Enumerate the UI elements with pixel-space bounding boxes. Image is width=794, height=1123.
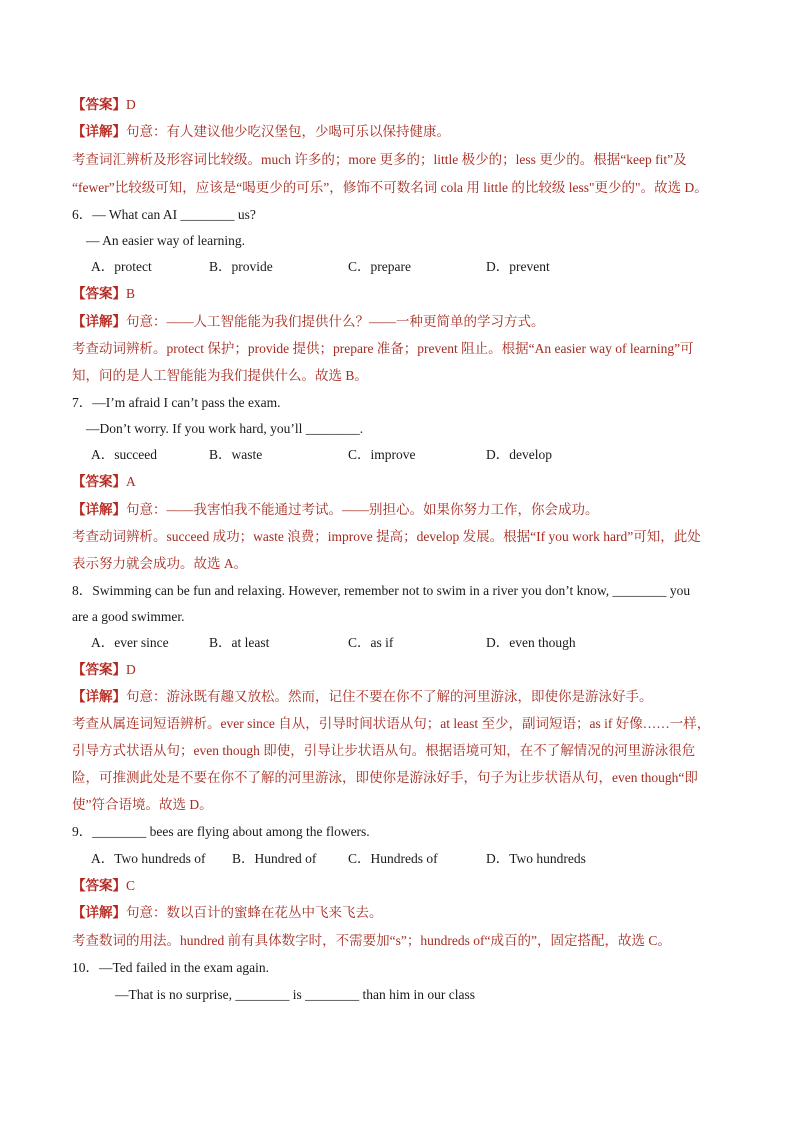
explanation-line: 引导方式状语从句；even though 即使，引导让步状语从句。根据语境可知，在不了解情况的河里游泳很危 xyxy=(72,743,696,758)
answer-line xyxy=(72,877,135,895)
answer-line xyxy=(72,473,136,491)
answer-value: B xyxy=(126,286,136,301)
explanation-line: 险，可推测此处是不要在你不了解的河里游泳，即使你是游泳好手，句子为让步状语从句，even though“即 xyxy=(72,770,698,785)
answer-tag: 【答案】 xyxy=(72,878,126,893)
option-b: B．waste xyxy=(209,447,263,462)
detail-text: 句意：——人工智能能为我们提供什么？——一种更简单的学习方式。 xyxy=(126,314,545,329)
answer-tag: 【答案】 xyxy=(72,286,126,301)
answer-tag: 【答案】 xyxy=(72,474,126,489)
answer-tag: 【答案】 xyxy=(72,97,126,112)
detail-tag: 【详解】 xyxy=(72,689,126,704)
question-stem: 8．Swimming can be fun and relaxing. However, remember not to swim in a river you don’t know, ________ you xyxy=(72,583,691,598)
answer-value: D xyxy=(126,97,136,112)
option-a: A．Two hundreds of xyxy=(91,851,206,866)
option-c: C．prepare xyxy=(348,259,411,274)
explanation-line: 考查动词辨析。succeed 成功；waste 浪费；improve 提高；develop 发展。根据“If you work hard”可知，此处 xyxy=(72,529,701,544)
answer-value: A xyxy=(126,474,136,489)
detail-text: 句意：——我害怕我不能通过考试。——别担心。如果你努力工作，你会成功。 xyxy=(126,502,599,517)
question-stem: 9．________ bees are flying about among the flowers. xyxy=(72,824,370,839)
option-b: B．Hundred of xyxy=(232,851,317,866)
detail-tag: 【详解】 xyxy=(72,314,126,329)
question-reply: —Don’t worry. If you work hard, you’ll ________. xyxy=(86,421,364,436)
question-reply: — An easier way of learning. xyxy=(86,233,245,248)
detail-text: 句意：有人建议他少吃汉堡包，少喝可乐以保持健康。 xyxy=(126,124,450,139)
question-stem: 7．—I’m afraid I can’t pass the exam. xyxy=(72,395,281,410)
detail-text: 句意：游泳既有趣又放松。然而，记住不要在你不了解的河里游泳，即使你是游泳好手。 xyxy=(126,689,653,704)
option-b: B．provide xyxy=(209,259,273,274)
option-d: D．Two hundreds xyxy=(486,851,586,866)
detail-tag: 【详解】 xyxy=(72,905,126,920)
option-a: A．ever since xyxy=(91,635,169,650)
question-reply: —That is no surprise, ________ is ________ than him in our class xyxy=(115,987,475,1002)
option-d: D．prevent xyxy=(486,259,550,274)
detail-tag: 【详解】 xyxy=(72,502,126,517)
detail-line xyxy=(72,501,599,519)
detail-line xyxy=(72,123,450,141)
explanation-line: “fewer”比较级可知，应该是“喝更少的可乐”，修饰不可数名词 cola 用 little 的比较级 less"更少的"。故选 D。 xyxy=(72,180,708,195)
explanation-line: 表示努力就会成功。故选 A。 xyxy=(72,556,248,571)
option-d: D．even though xyxy=(486,635,576,650)
question-stem: 6．— What can AI ________ us? xyxy=(72,207,256,222)
detail-tag: 【详解】 xyxy=(72,124,126,139)
answer-line xyxy=(72,661,136,679)
explanation-line: 考查动词辨析。protect 保护；provide 提供；prepare 准备；prevent 阻止。根据“An easier way of learning”可 xyxy=(72,341,694,356)
option-d: D．develop xyxy=(486,447,552,462)
detail-line xyxy=(72,904,383,922)
answer-line xyxy=(72,96,136,114)
question-stem-cont: are a good swimmer. xyxy=(72,609,185,624)
option-c: C．improve xyxy=(348,447,416,462)
explanation-line: 考查词汇辨析及形容词比较级。much 许多的；more 更多的；little 极少的；less 更少的。根据“keep fit”及 xyxy=(72,152,687,167)
explanation-line: 考查数词的用法。hundred 前有具体数字时，不需要加“s”；hundreds of“成百的”，固定搭配，故选 C。 xyxy=(72,933,671,948)
option-c: C．as if xyxy=(348,635,394,650)
option-b: B．at least xyxy=(209,635,270,650)
question-stem: 10．—Ted failed in the exam again. xyxy=(72,960,269,975)
explanation-line: 使”符合语境。故选 D。 xyxy=(72,797,213,812)
detail-line xyxy=(72,313,545,331)
option-a: A．protect xyxy=(91,259,152,274)
explanation-line: 考查从属连词短语辨析。ever since 自从，引导时间状语从句；at least 至少，副词短语；as if 好像……一样， xyxy=(72,716,711,731)
answer-tag: 【答案】 xyxy=(72,662,126,677)
option-a: A．succeed xyxy=(91,447,157,462)
explanation-line: 知，问的是人工智能能为我们提供什么。故选 B。 xyxy=(72,368,368,383)
answer-value: C xyxy=(126,878,136,893)
detail-line xyxy=(72,688,653,706)
detail-text: 句意：数以百计的蜜蜂在花丛中飞来飞去。 xyxy=(126,905,383,920)
option-c: C．Hundreds of xyxy=(348,851,438,866)
answer-value: D xyxy=(126,662,136,677)
answer-line xyxy=(72,285,135,303)
